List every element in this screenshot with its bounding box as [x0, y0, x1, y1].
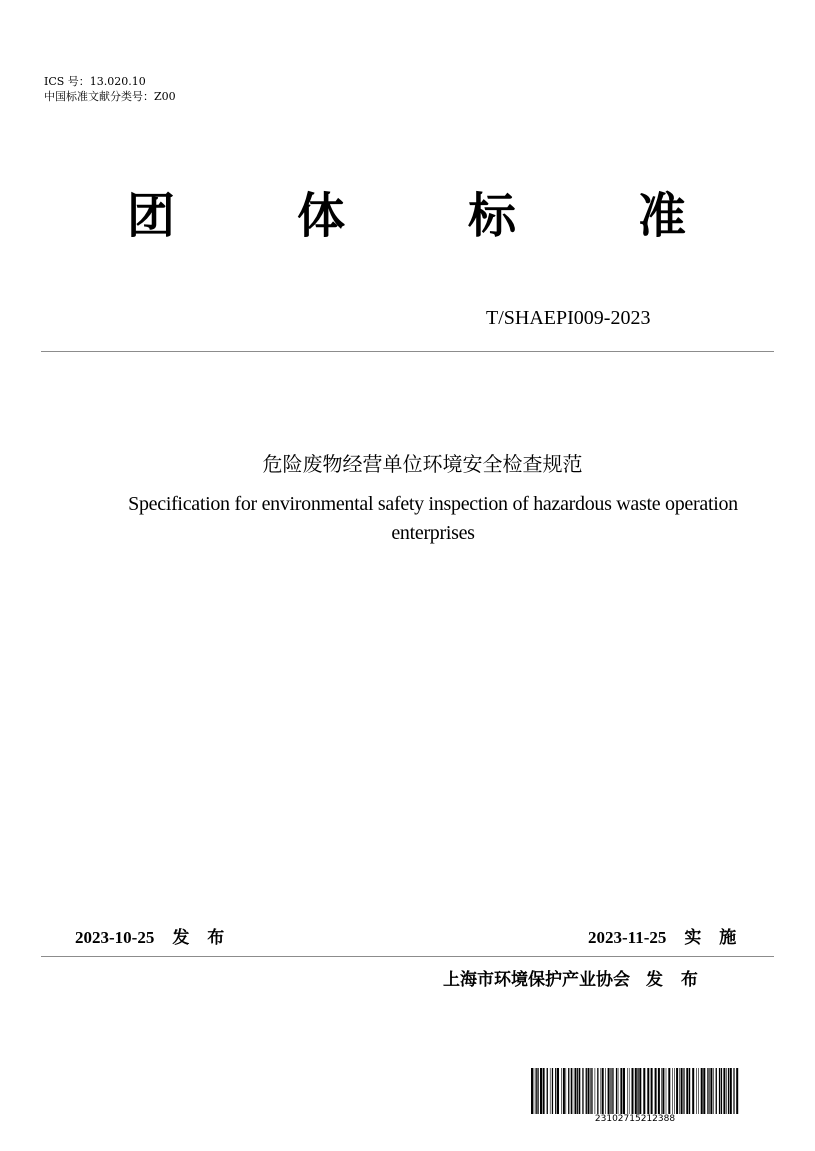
release-date: 2023-10-25: [75, 928, 155, 947]
barcode-bar: [661, 1068, 662, 1114]
barcode-bar: [547, 1068, 548, 1114]
barcode-bar: [550, 1068, 551, 1114]
release-date-block: [75, 926, 230, 950]
release-label: 发 布: [172, 928, 231, 948]
barcode-bar: [582, 1068, 583, 1114]
barcode-bar: [566, 1068, 567, 1114]
barcode-bar: [536, 1068, 537, 1114]
barcode-bar: [591, 1068, 592, 1114]
barcode-bar: [662, 1068, 664, 1114]
implementation-date-block: [588, 926, 742, 950]
barcode-bar: [647, 1068, 649, 1114]
standard-number: T/SHAEPI009-2023: [486, 307, 651, 329]
title-char: 标: [468, 188, 517, 244]
barcode-bar: [689, 1068, 690, 1114]
barcode-bar: [573, 1068, 574, 1114]
barcode-bars: [529, 1068, 741, 1114]
barcode-bar: [577, 1068, 578, 1114]
barcode-bar: [713, 1068, 714, 1114]
barcode-bar: [602, 1068, 604, 1114]
implementation-label: 实 施: [684, 928, 743, 948]
barcode-bar: [568, 1068, 569, 1114]
ics-number: ICS 号：13.020.10: [44, 75, 146, 88]
barcode-bar: [552, 1068, 553, 1114]
barcode-bar: [561, 1068, 562, 1114]
barcode-bar: [575, 1068, 577, 1114]
barcode-bar: [610, 1068, 611, 1114]
classification-header: [44, 74, 176, 104]
barcode-bar: [710, 1068, 712, 1114]
barcode-bar: [557, 1068, 559, 1114]
barcode-bar: [716, 1068, 717, 1114]
publisher-block: [443, 968, 704, 992]
barcode-bar: [543, 1068, 545, 1114]
barcode-bar: [719, 1068, 720, 1114]
barcode-bar: [639, 1068, 641, 1114]
barcode-bar: [651, 1068, 653, 1114]
barcode-bar: [608, 1068, 610, 1114]
title-char: 团: [127, 188, 176, 244]
barcode-number: 23102715212388: [594, 1114, 676, 1124]
barcode-bar: [540, 1068, 542, 1114]
document-type-title: [0, 186, 815, 246]
barcode-bar: [733, 1068, 734, 1114]
barcode-bar: [655, 1068, 657, 1114]
barcode-bar: [601, 1068, 602, 1114]
barcode-bar: [620, 1068, 622, 1114]
barcode-bar: [637, 1068, 638, 1114]
barcode-bar: [586, 1068, 587, 1114]
barcode-bar: [629, 1068, 630, 1114]
barcode-bar: [668, 1068, 670, 1114]
barcode-bar: [595, 1068, 596, 1114]
barcode: [529, 1068, 741, 1125]
barcode-bar: [579, 1068, 580, 1114]
barcode-bar: [605, 1068, 606, 1114]
barcode-bar: [721, 1068, 722, 1114]
barcode-bar: [623, 1068, 625, 1114]
title-english: Specification for environmental safety inspection of hazardous waste operation enterprises: [128, 493, 738, 544]
barcode-bar: [618, 1068, 619, 1114]
barcode-bar: [643, 1068, 645, 1114]
barcode-bar: [692, 1068, 694, 1114]
barcode-bar: [736, 1068, 738, 1114]
barcode-bar: [730, 1068, 732, 1114]
barcode-bar: [613, 1068, 614, 1114]
barcode-bar: [734, 1068, 735, 1114]
barcode-bar: [597, 1068, 598, 1114]
barcode-bar: [681, 1068, 683, 1114]
bottom-divider: [41, 956, 774, 957]
barcode-bar: [696, 1068, 697, 1114]
barcode-bar: [627, 1068, 628, 1114]
barcode-bar: [632, 1068, 634, 1114]
title-char: 准: [638, 188, 687, 244]
publisher-label: 发 布: [646, 970, 704, 990]
barcode-bar: [555, 1068, 556, 1114]
barcode-bar: [588, 1068, 590, 1114]
barcode-bar: [701, 1068, 703, 1114]
barcode-bar: [698, 1068, 699, 1114]
barcode-bar: [674, 1068, 675, 1114]
barcode-bar: [683, 1068, 684, 1114]
barcode-bar: [537, 1068, 538, 1114]
barcode-bar: [726, 1068, 727, 1114]
barcode-bar: [666, 1068, 667, 1114]
barcode-bar: [658, 1068, 660, 1114]
title-char: 体: [297, 188, 346, 244]
publisher-name: 上海市环境保护产业协会: [443, 970, 630, 990]
title-chinese: 危险废物经营单位环境安全检查规范: [262, 452, 583, 476]
barcode-bar: [635, 1068, 637, 1114]
barcode-bar: [531, 1068, 533, 1114]
barcode-bar: [676, 1068, 678, 1114]
barcode-bar: [571, 1068, 572, 1114]
barcode-bar: [709, 1068, 710, 1114]
barcode-bar: [684, 1068, 685, 1114]
barcode-bar: [723, 1068, 725, 1114]
ccs-number: 中国标准文献分类号：Z00: [44, 90, 176, 103]
barcode-bar: [728, 1068, 729, 1114]
barcode-bar: [534, 1068, 535, 1114]
barcode-bar: [563, 1068, 565, 1114]
barcode-bar: [686, 1068, 688, 1114]
barcode-bar: [616, 1068, 617, 1114]
barcode-bar: [679, 1068, 680, 1114]
barcode-bar: [707, 1068, 708, 1114]
top-divider: [41, 351, 774, 352]
barcode-bar: [611, 1068, 612, 1114]
barcode-bar: [590, 1068, 591, 1114]
implementation-date: 2023-11-25: [588, 928, 667, 947]
barcode-bar: [703, 1068, 705, 1114]
barcode-bar: [672, 1068, 673, 1114]
